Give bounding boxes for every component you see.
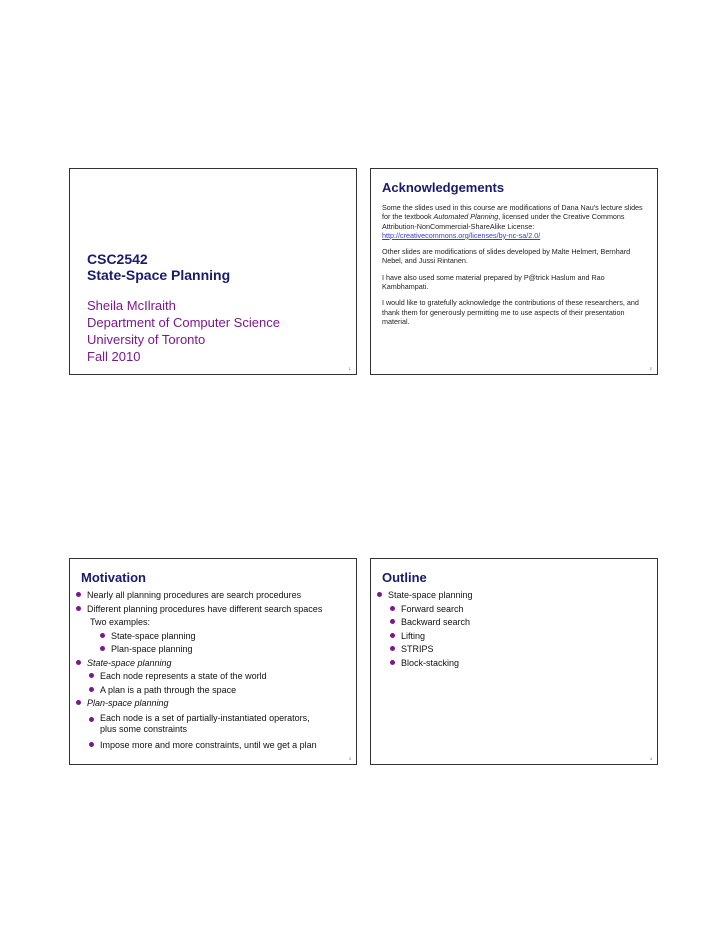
list-item: Each node represents a state of the world [76,670,322,684]
bullet-icon [89,673,94,678]
list-item: Two examples: [90,617,151,627]
list-item: Plan-space planning [76,697,322,711]
university: University of Toronto [87,332,206,347]
ack-paragraph-4: I would like to gratefully acknowledge the contributions of these researchers, and thank them for generously permitting me to use aspects of their presentation material. [382,298,639,326]
list-item: Each node is a set of partially-instantiated operators, plus some constraints [76,713,316,736]
bullet-icon [390,660,395,665]
list-item: Lifting [377,630,473,644]
bullet-list [377,589,473,670]
slide-title: Motivation [81,570,146,585]
ack-paragraph-2: Other slides are modifications of slides developed by Malte Helmert, Bernhard Nebel, and Jussi Rintanen. [382,247,631,266]
bullet-icon [390,633,395,638]
bullet-icon [390,646,395,651]
acknowledgements-body [382,203,652,333]
bullet-icon [76,606,81,611]
bullet-icon [76,592,81,597]
list-item: Plan-space planning [76,643,322,657]
list-item: Impose more and more constraints, until we get a plan [76,739,322,753]
slide-1 [69,168,357,375]
list-item: Nearly all planning procedures are search procedures [76,589,322,603]
bullet-icon [76,700,81,705]
page-number: 2 [649,366,652,371]
bullet-icon [390,606,395,611]
slide-title: Outline [382,570,427,585]
course-code: CSC2542 [87,251,148,267]
bullet-icon [100,646,105,651]
slide-title: Acknowledgements [382,180,505,195]
list-item: Different planning procedures have different search spaces [76,603,322,617]
bullet-icon [390,619,395,624]
list-item: Backward search [377,616,473,630]
bullet-icon [89,687,94,692]
bullet-icon [100,633,105,638]
bullet-icon [89,742,94,747]
bullet-icon [76,660,81,665]
list-item: State-space planning [76,657,322,671]
slide-3 [69,558,357,765]
lecture-title: State-Space Planning [87,267,231,283]
list-item: STRIPS [377,643,473,657]
bullet-icon [89,717,94,722]
page-number: 1 [348,366,351,371]
department: Department of Computer Science [87,315,280,330]
list-item: State-space planning [377,589,473,603]
list-item: Forward search [377,603,473,617]
bullet-icon [377,592,382,597]
term: Fall 2010 [87,349,141,364]
list-item: State-space planning [76,630,322,644]
page-number: 3 [348,756,351,761]
author-name: Sheila McIlraith [87,298,176,313]
ack-paragraph-1: Some the slides used in this course are modifications of Dana Nau's lecture slides for the textbook Automated Planning, licensed under the Creative Commons Attribution-NonCommercial-ShareAlike License: http://creativecommons.org/licenses/by-nc-sa/2.0/ [382,203,643,240]
license-link[interactable]: http://creativecommons.org/licenses/by-nc-sa/2.0/ [382,230,541,240]
bullet-list [76,589,322,752]
page-number: 4 [649,756,652,761]
slide-2 [370,168,658,375]
list-item: Block-stacking [377,657,473,671]
ack-paragraph-3: I have also used some material prepared by P@trick Haslum and Rao Kambhampati. [382,272,605,292]
slide-4 [370,558,658,765]
list-item: A plan is a path through the space [76,684,322,698]
